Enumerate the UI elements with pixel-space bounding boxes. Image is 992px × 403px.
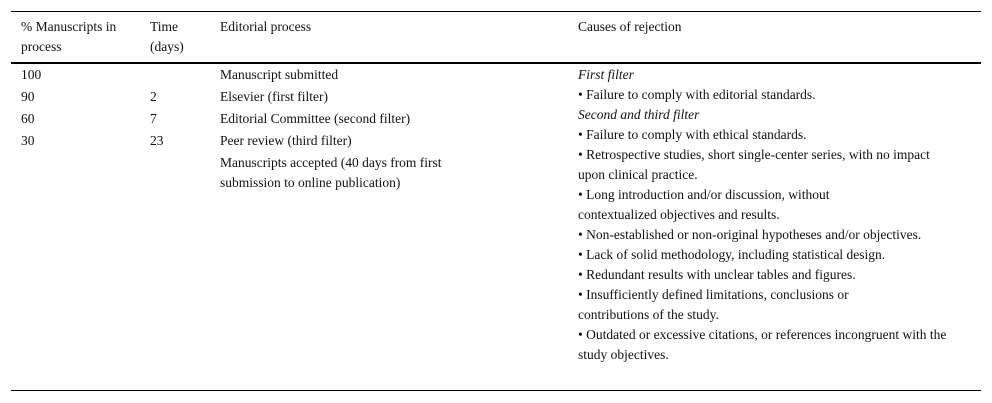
cause-item: • Failure to comply with ethical standards. bbox=[578, 127, 807, 142]
cause-item: • Long introduction and/or discussion, without contextualized objectives and results. bbox=[578, 187, 830, 222]
table-bottom-rule bbox=[11, 390, 981, 391]
causes-subheading-first-filter: First filter bbox=[578, 67, 634, 82]
pct-cell: 100 bbox=[21, 67, 42, 82]
causes-column bbox=[578, 65, 973, 365]
editorial-process-table bbox=[11, 11, 981, 391]
cause-item: • Insufficiently defined limitations, conclusions or contributions of the study. bbox=[578, 287, 849, 322]
pct-cell: 90 bbox=[21, 89, 35, 104]
cause-item: • Non-established or non-original hypotheses and/or objectives. bbox=[578, 227, 922, 242]
time-cell: 7 bbox=[150, 111, 157, 126]
process-cell: Editorial Committee (second filter) bbox=[220, 111, 411, 126]
header-manuscripts-pct: % Manuscripts in process bbox=[21, 19, 117, 54]
causes-subheading-second-third-filter: Second and third filter bbox=[578, 107, 700, 122]
header-time-days: Time (days) bbox=[150, 19, 184, 54]
table-header-rule bbox=[11, 62, 981, 64]
header-editorial-process: Editorial process bbox=[220, 19, 312, 34]
process-cell: Manuscript submitted bbox=[220, 67, 339, 82]
table-top-rule bbox=[11, 11, 981, 12]
time-cell: 23 bbox=[150, 133, 164, 148]
cause-item: • Retrospective studies, short single-center series, with no impact upon clinical practice. bbox=[578, 147, 930, 182]
cause-item: • Outdated or excessive citations, or references incongruent with the study objectives. bbox=[578, 327, 947, 362]
time-column bbox=[150, 65, 210, 153]
time-cell bbox=[150, 65, 210, 87]
process-column bbox=[220, 65, 560, 193]
pct-column bbox=[21, 65, 146, 153]
cause-item: • Lack of solid methodology, including statistical design. bbox=[578, 247, 886, 262]
time-cell: 2 bbox=[150, 89, 157, 104]
pct-cell: 60 bbox=[21, 111, 35, 126]
cause-item: • Failure to comply with editorial standards. bbox=[578, 87, 816, 102]
process-cell: Manuscripts accepted (40 days from first submission to online publication) bbox=[220, 155, 442, 190]
pct-cell: 30 bbox=[21, 133, 35, 148]
process-cell: Peer review (third filter) bbox=[220, 133, 352, 148]
cause-item: • Redundant results with unclear tables and figures. bbox=[578, 267, 856, 282]
process-cell: Elsevier (first filter) bbox=[220, 89, 328, 104]
header-causes-of-rejection: Causes of rejection bbox=[578, 19, 682, 34]
